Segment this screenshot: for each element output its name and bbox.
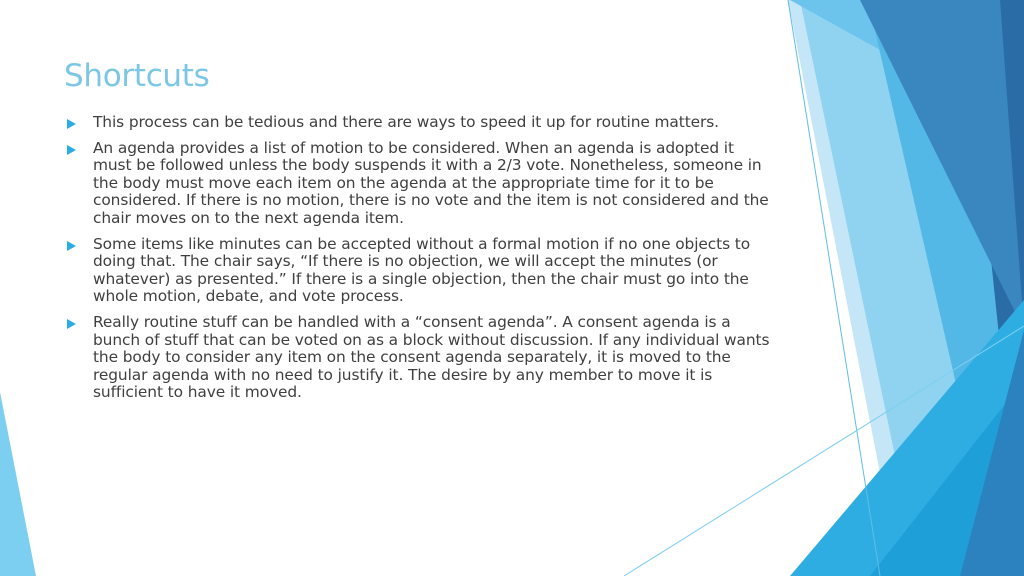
bullet-text: Some items like minutes can be accepted without a formal motion if no one objects to doing that. The chair says, “If there is no objection, we will accept the minutes (or whatever) as presented.” If there is a single objection, then the chair must go into the whole motion, debate, and vote process. — [93, 234, 751, 306]
bullet-text: Really routine stuff can be handled with a “consent agenda”. A consent agenda is a bunch of stuff that can be voted on as a block without discussion. If any individual wants the body to consider any item on the consent agenda separately, it is moved to the regular agenda with no need to justify it. The desire by any member to move it is sufficient to have it moved. — [93, 312, 770, 402]
left-accent-shape — [0, 392, 36, 576]
bullet-item — [64, 314, 776, 402]
bullet-text: This process can be tedious and there are ways to speed it up for routine matters. — [93, 113, 719, 131]
slide-title: Shortcuts — [64, 58, 210, 94]
bullet-list — [64, 114, 776, 410]
bullet-item — [64, 114, 776, 132]
bullet-arrow-icon — [67, 145, 76, 155]
bullet-arrow-icon — [67, 319, 76, 329]
bullet-text: An agenda provides a list of motion to be considered. When an agenda is adopted it must be followed unless the body suspends it with a 2/3 vote. Nonetheless, someone in the body must move each item on the agenda at the appropriate time for it to be considered. If there is no motion, there is no vote and the item is not considered and the chair moves on to the next agenda item. — [93, 138, 769, 227]
bullet-item — [64, 140, 776, 228]
bullet-item — [64, 236, 776, 306]
bullet-arrow-icon — [67, 119, 76, 129]
bullet-arrow-icon — [67, 241, 76, 251]
